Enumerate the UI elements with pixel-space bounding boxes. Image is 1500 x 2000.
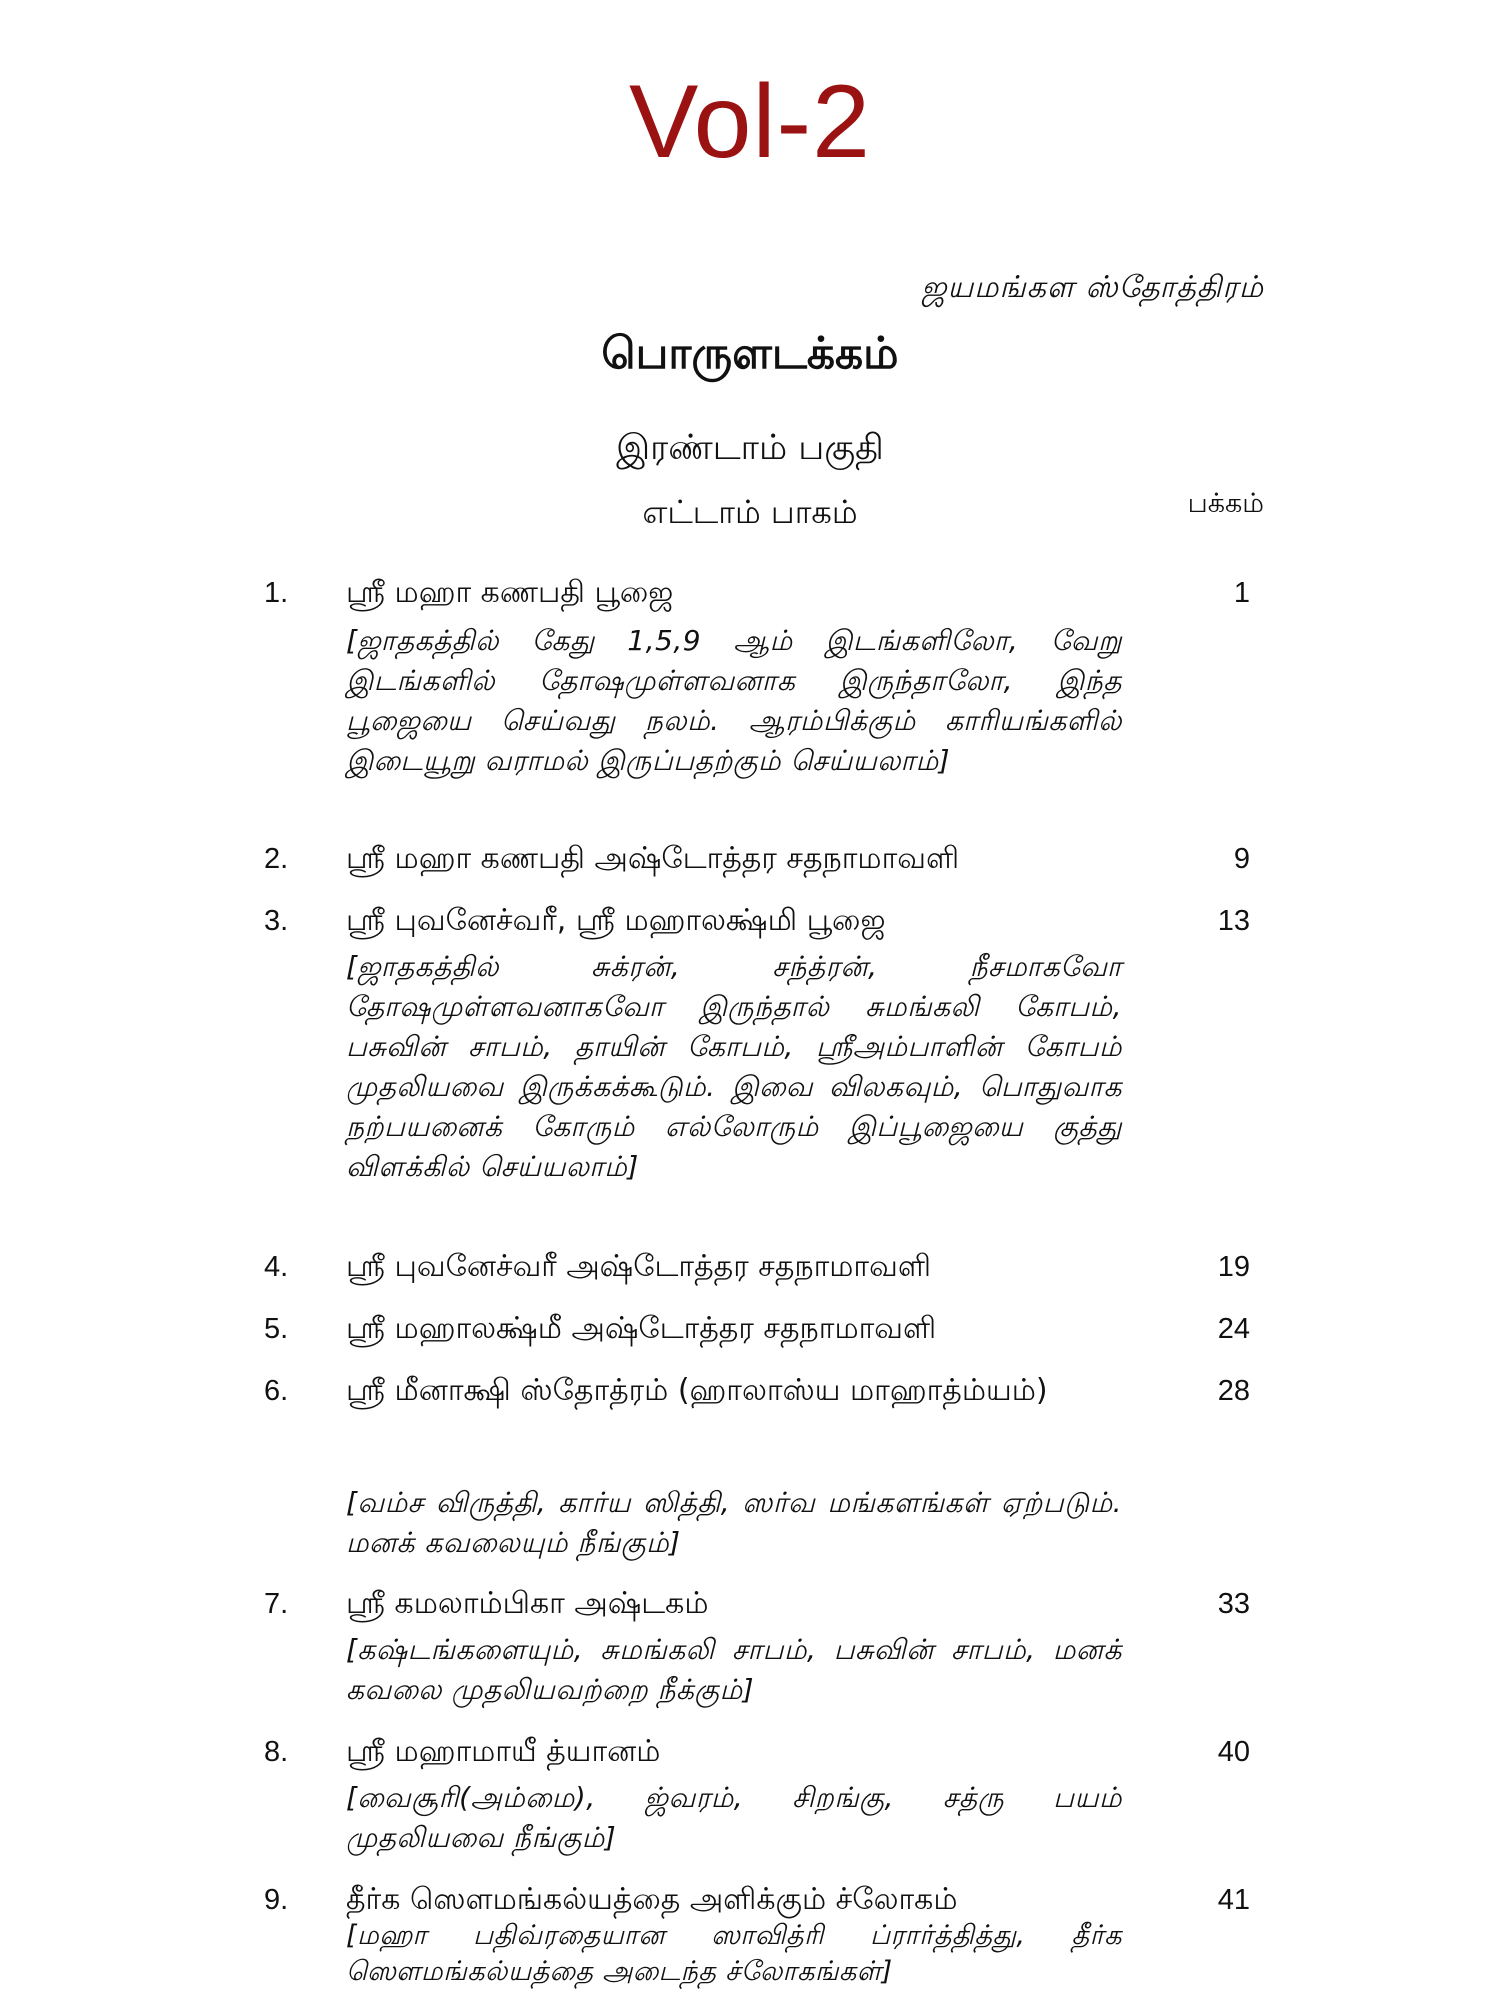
entry-page: 24: [1217, 1313, 1250, 1345]
entry-title: தீர்க ஸௌமங்கல்யத்தை அளிக்கும் ச்லோகம்: [346, 1882, 958, 1917]
entry-note: [ஜாதகத்தில் சுக்ரன், சந்த்ரன், நீசமாகவோ தோஷமுள்ளவனாகவோ இருந்தால் சுமங்கலி கோபம், பசுவின் சாபம், தாயின் கோபம், ஸ்ரீஅம்பாளின் கோபம் முதலியவை இருக்கக்கூடும். இவை விலகவும், பொதுவாக நற்பயனைக் கோரும் எல்லோரும் இப்பூஜையை குத்து விளக்கில் செய்யலாம்]: [346, 950, 1122, 1183]
entry-note: [ஜாதகத்தில் கேது 1,5,9 ஆம் இடங்களிலோ, வேறு இடங்களில் தோஷமுள்ளவனாக இருந்தாலோ, இந்த பூஜையை செய்வது நலம். ஆரம்பிக்கும் காரியங்களில் இடையூறு வராமல் இருப்பதற்கும் செய்யலாம்]: [346, 624, 1122, 777]
entry-number: 4.: [264, 1251, 289, 1283]
book-name: ஜயமங்கள ஸ்தோத்திரம்: [921, 270, 1264, 305]
entry-note: [வம்ச விருத்தி, கார்ய ஸித்தி, ஸர்வ மங்களங்கள் ஏற்படும். மனக் கவலையும் நீங்கும்]: [346, 1486, 1122, 1559]
entry-page: 33: [1217, 1588, 1250, 1620]
entry-page: 13: [1217, 905, 1250, 937]
entry-number: 3.: [264, 905, 289, 937]
entry-note: [வைசூரி(அம்மை), ஜ்வரம், சிறங்கு, சத்ரு பயம் முதலியவை நீங்கும்]: [346, 1781, 1122, 1854]
entry-page: 41: [1217, 1884, 1250, 1916]
entry-number: 1.: [264, 577, 289, 609]
entry-page: 19: [1217, 1251, 1250, 1283]
entry-note: [மஹா பதிவ்ரதையான ஸாவித்ரி ப்ரார்த்தித்து, தீர்க ஸௌமங்கல்யத்தை அடைந்த ச்லோகங்கள்]: [346, 1920, 1122, 1987]
entry-title: ஸ்ரீ புவனேச்வரீ அஷ்டோத்தர சதநாமாவளி: [346, 1249, 931, 1284]
entry-note: [கஷ்டங்களையும், சுமங்கலி சாபம், பசுவின் சாபம், மனக் கவலை முதலியவற்றை நீக்கும்]: [346, 1633, 1122, 1706]
entry-page: 1: [1233, 577, 1250, 609]
section-label: எட்டாம் பாகம்: [642, 493, 858, 531]
volume-title: Vol-2: [628, 64, 872, 180]
entry-title: ஸ்ரீ மஹா கணபதி அஷ்டோத்தர சதநாமாவளி: [346, 841, 960, 876]
entry-number: 6.: [264, 1375, 289, 1407]
entry-title: ஸ்ரீ மஹாலக்ஷ்மீ அஷ்டோத்தர சதநாமாவளி: [346, 1311, 937, 1346]
entry-title: ஸ்ரீ மஹாமாயீ த்யானம்: [346, 1734, 661, 1769]
entry-number: 5.: [264, 1313, 289, 1345]
entry-title: ஸ்ரீ மீனாக்ஷி ஸ்தோத்ரம் (ஹாலாஸ்ய மாஹாத்ம்யம்): [346, 1373, 1048, 1408]
part-label: இரண்டாம் பகுதி: [616, 428, 884, 468]
entry-title: ஸ்ரீ கமலாம்பிகா அஷ்டகம்: [346, 1586, 709, 1621]
entry-title: ஸ்ரீ மஹா கணபதி பூஜை: [346, 575, 674, 610]
entry-number: 9.: [264, 1884, 289, 1916]
entry-page: 9: [1233, 843, 1250, 875]
entry-number: 7.: [264, 1588, 289, 1620]
entry-title: ஸ்ரீ புவனேச்வரீ, ஸ்ரீ மஹாலக்ஷ்மி பூஜை: [346, 903, 886, 938]
entry-number: 2.: [264, 843, 289, 875]
entry-page: 40: [1217, 1736, 1250, 1768]
page-column-label: பக்கம்: [1187, 488, 1264, 519]
toc-heading: பொருளடக்கம்: [601, 328, 899, 379]
entry-number: 8.: [264, 1736, 289, 1768]
entry-page: 28: [1217, 1375, 1250, 1407]
